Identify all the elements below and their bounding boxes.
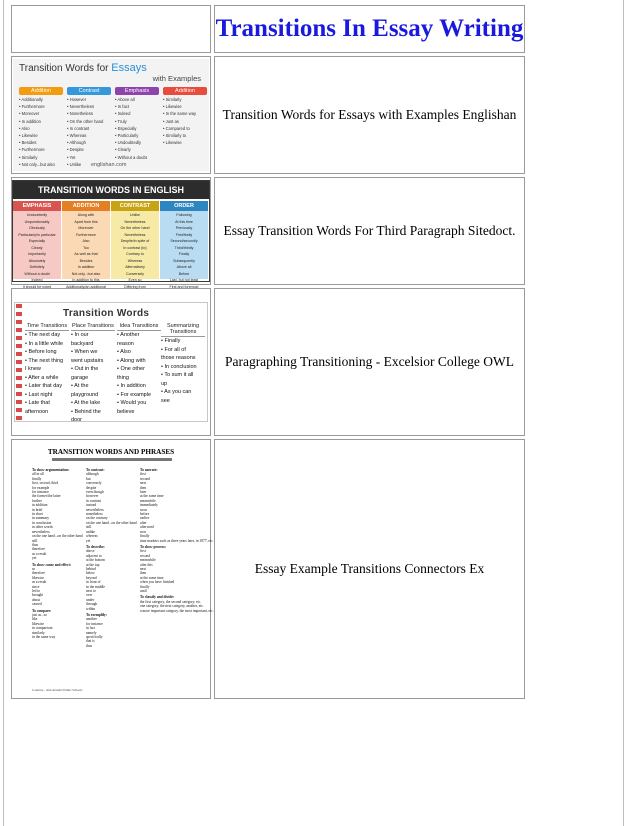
column-item: afternoon — [25, 408, 49, 415]
column-item: • In a little while — [25, 340, 63, 347]
column-item: • Similarly — [19, 154, 38, 160]
column-item: • Before long — [25, 349, 57, 355]
image-column — [67, 87, 111, 167]
column-item: since — [32, 584, 40, 589]
column-item: Apart from this — [74, 219, 98, 224]
column-item: • For example — [117, 391, 152, 398]
column-heading: Time Transitions — [26, 323, 68, 329]
column-item: garage — [71, 374, 89, 381]
column-item: • Furthermore — [19, 147, 45, 153]
column-item: Along with — [77, 213, 95, 217]
column-item: later — [140, 490, 147, 495]
column-heading: CONTRAST — [111, 201, 159, 211]
column-heading: To exemplify: — [86, 613, 107, 617]
column-item: namely — [86, 630, 97, 635]
column-item: • On the other hand — [67, 118, 104, 124]
column-item: next — [140, 481, 147, 486]
column-item: • For all of — [161, 346, 186, 353]
column-item: those reasons — [161, 355, 196, 361]
image-subtitle: with Examples — [152, 74, 201, 83]
column-item: next — [140, 566, 147, 571]
column-item: on the one hand...on the other hand — [86, 520, 137, 525]
column-item: see — [161, 397, 170, 404]
column-item: door — [71, 417, 83, 423]
image-footer: Courtesy - Ann Arundel Public Schools — [32, 688, 83, 692]
image-column — [13, 201, 61, 289]
column-item: • Additionally — [19, 97, 43, 102]
column-item: similarly — [32, 630, 45, 635]
image-caption[interactable]: Essay Transition Words For Third Paragraph Sitedoct. — [214, 177, 525, 285]
column-item: the first category, the second category, etc. — [140, 599, 202, 604]
column-item: First/firstly — [175, 232, 193, 237]
column-item: reason — [117, 340, 134, 347]
column-item: • Nevertheless — [67, 104, 95, 110]
column-item: as a result — [32, 580, 47, 585]
column-item: • At the lake — [71, 400, 101, 406]
column-item: in other words — [32, 525, 53, 530]
column-item: • Another — [117, 332, 140, 338]
column-item: In addition to this — [72, 278, 100, 282]
column-heading: To show cause and effect: — [32, 562, 71, 567]
image-column — [140, 466, 214, 613]
column-heading: To contrast: — [86, 468, 105, 472]
column-heading: Place Transitions — [72, 323, 114, 329]
column-heading: Emphasis — [115, 87, 159, 95]
column-item: all in all — [32, 472, 44, 477]
gallery-row — [11, 56, 525, 174]
column-item: • Although — [67, 140, 86, 146]
column-item: Before — [178, 271, 190, 276]
column-item: • In conclusion — [161, 363, 197, 370]
transition-words-essays-image[interactable] — [13, 59, 209, 171]
image-title: Transition Words — [63, 308, 150, 319]
column-item: Above all — [176, 265, 192, 269]
column-item: At this time — [175, 219, 193, 224]
column-item: specifically — [86, 635, 103, 640]
column-item: • Behind the — [71, 408, 101, 415]
title-bar — [52, 458, 172, 461]
column-item: Besides — [79, 258, 93, 263]
column-item: caused — [32, 602, 42, 607]
column-item: • Compared to — [163, 125, 190, 131]
column-item: Not only...but also — [71, 271, 101, 276]
column-item: Also — [82, 239, 90, 243]
column-heading: Addition — [19, 87, 63, 95]
column-item: led to — [32, 588, 41, 593]
column-item: for instance — [86, 621, 103, 626]
column-item: despite — [86, 485, 97, 490]
image-cell[interactable] — [11, 439, 214, 699]
column-item: before — [140, 512, 150, 517]
column-item: went upstairs — [71, 357, 104, 364]
image-caption[interactable]: Essay Example Transitions Connectors Ex — [214, 439, 525, 699]
image-column — [163, 87, 207, 145]
column-item: in front of — [86, 580, 101, 585]
column-item: nevertheless — [86, 507, 104, 512]
image-column — [32, 466, 86, 639]
column-item: next to — [86, 588, 96, 593]
column-item: then — [140, 571, 147, 576]
column-item: • Similarly — [163, 97, 182, 102]
column-item: believe — [117, 408, 135, 415]
column-item: still — [86, 525, 92, 530]
image-column — [71, 323, 115, 425]
transition-words-chart-image[interactable] — [14, 302, 208, 422]
column-item: • Truly — [115, 118, 127, 124]
column-item: • Furthermore — [19, 104, 45, 110]
column-item: that is — [86, 639, 95, 644]
column-item: • One other — [117, 366, 145, 372]
column-item: first — [140, 549, 146, 554]
column-item: • However — [67, 97, 87, 102]
image-title-prefix: Transition Words for — [19, 63, 109, 74]
column-item: • Also — [19, 125, 30, 131]
column-item: brought — [32, 593, 44, 598]
column-item: • Undoubtedly — [115, 140, 142, 146]
column-item: playground — [71, 391, 99, 398]
column-item: On the other hand — [120, 226, 150, 230]
column-item: • Besides — [19, 140, 37, 146]
column-item: earlier — [140, 516, 150, 521]
column-heading: Summarizing Transitions — [161, 323, 205, 337]
column-item: above — [86, 549, 95, 554]
column-item: finally — [140, 534, 150, 539]
image-column — [19, 87, 63, 167]
column-item: but — [86, 476, 91, 481]
image-title — [19, 62, 147, 74]
column-item: in the middle — [86, 584, 105, 589]
column-item: Nevertheless — [124, 232, 146, 237]
column-item: like — [32, 617, 38, 622]
column-item: • In the same way — [163, 111, 197, 117]
column-item: conversely — [86, 481, 102, 486]
column-heading: To describe: — [86, 544, 105, 549]
column-item: • The next day — [25, 332, 61, 338]
column-item: for example — [32, 485, 50, 490]
column-item: As well as that — [74, 252, 98, 256]
column-item: • Likewise — [19, 133, 38, 139]
column-item: as a result — [32, 551, 47, 556]
column-item: the former/the latter — [32, 494, 61, 499]
column-item: Obviously — [29, 226, 45, 230]
column-item: • Especially — [115, 125, 137, 131]
column-item: yet — [32, 556, 37, 561]
column-item: in addition — [32, 503, 48, 508]
column-item: therefore — [32, 547, 45, 552]
column-item: first — [140, 472, 146, 477]
column-item: time markers such as three years later, in 1877, etc. — [140, 538, 214, 543]
column-item: Undoubtedly — [26, 213, 48, 217]
column-item: Absolutely — [28, 258, 46, 263]
column-item: beyond — [86, 575, 97, 580]
column-item: below — [86, 571, 95, 576]
column-item: Nevertheless — [124, 219, 146, 224]
gallery-row — [11, 439, 525, 699]
column-heading: EMPHASIS — [13, 201, 61, 211]
column-item: on the one hand...on the other hand — [32, 534, 83, 539]
image-column — [115, 87, 159, 160]
column-item: at the top — [86, 562, 100, 567]
gallery-row — [11, 177, 525, 285]
column-item: • When we — [71, 349, 98, 355]
column-item: Clearly — [31, 245, 43, 250]
column-item: adjacent to — [86, 553, 102, 558]
image-caption[interactable]: Transition Words for Essays with Examples Englishan — [214, 56, 525, 174]
column-item: • Likewise — [163, 140, 182, 146]
column-item: thus — [32, 542, 38, 547]
column-item: • Late that — [25, 400, 50, 406]
column-item: through — [86, 602, 98, 607]
column-item: Even so — [128, 278, 142, 282]
column-heading: To compare: — [32, 608, 52, 613]
column-item: • Last night — [25, 391, 53, 398]
column-item: • Finally — [161, 338, 181, 344]
decorative-stripe — [16, 304, 22, 420]
column-item: • Above all — [115, 97, 135, 102]
column-item: Following — [176, 213, 192, 217]
column-item: • As you can — [161, 389, 192, 395]
column-item: yet — [86, 538, 91, 543]
column-item: whereas — [86, 534, 98, 539]
column-heading: To classify and divide: — [140, 595, 175, 600]
column-item: up — [161, 380, 168, 387]
column-item: • Out in the — [71, 366, 99, 372]
column-item: • Clearly — [115, 147, 131, 153]
column-item: • Despite — [67, 147, 84, 153]
column-item: In addition — [77, 265, 95, 269]
column-heading: Idea Transitions — [117, 323, 161, 331]
column-item: on the contrary — [86, 516, 108, 521]
column-item: Alternatively — [125, 265, 145, 269]
title-row — [11, 5, 525, 53]
column-item: • Moreover — [19, 111, 40, 117]
column-item: • Would you — [117, 400, 147, 406]
image-caption[interactable]: Paragraphing Transitioning - Excelsior College OWL — [214, 288, 525, 436]
image-column — [86, 466, 140, 648]
column-item: after this — [140, 562, 153, 567]
column-item: Despite/in spite of — [120, 239, 150, 243]
column-item: still — [32, 538, 38, 543]
column-item: • Also — [117, 349, 131, 355]
column-item: Definitely — [29, 265, 45, 269]
image-title: TRANSITION WORDS IN ENGLISH — [13, 181, 209, 199]
image-column — [117, 323, 161, 416]
image-column — [111, 201, 159, 289]
column-item: therefore — [32, 571, 45, 576]
gallery-table — [8, 2, 528, 702]
column-item: under — [86, 597, 95, 602]
column-item: at the same time — [140, 575, 164, 580]
column-item: • At the — [71, 383, 89, 389]
column-item: a more important category, the most important, etc. — [140, 608, 214, 613]
column-item: • In our — [71, 332, 89, 338]
column-item: • Yet — [67, 154, 76, 160]
column-item: Additionally/an additional — [66, 284, 106, 289]
column-item: one category, the next category, another, etc. — [140, 604, 204, 609]
column-item: • Particularly — [115, 133, 139, 139]
column-item: nevertheless — [32, 529, 50, 534]
image-column — [161, 323, 205, 405]
column-item: in short — [32, 512, 43, 517]
column-item: backyard — [71, 340, 94, 347]
column-item: • The next thing — [25, 357, 64, 364]
column-item: in fact — [86, 626, 96, 631]
column-item: first, second, third — [32, 481, 59, 486]
column-item: • Similarly to — [163, 133, 187, 139]
column-item: • Nonetheless — [67, 111, 93, 117]
column-item: unlike — [86, 529, 95, 534]
column-item: It should be noted — [22, 284, 52, 289]
column-heading: Addition — [163, 87, 207, 95]
column-item: Indeed — [31, 278, 43, 282]
column-item: second — [140, 476, 150, 481]
column-item: • Indeed — [115, 111, 131, 117]
column-item: I knew — [25, 366, 41, 372]
column-item: thing — [117, 374, 129, 381]
column-item: Importantly — [28, 252, 46, 256]
column-heading: ORDER — [160, 201, 208, 211]
column-item: Subsequently — [173, 258, 195, 263]
column-item: within — [86, 606, 96, 611]
column-item: in comparison — [32, 626, 53, 631]
column-item: Unquestionably — [24, 219, 50, 224]
column-item: • Unlike — [67, 161, 82, 167]
column-item: Differing from — [124, 284, 146, 289]
column-item: Last, but not least — [169, 278, 199, 282]
gallery-row — [11, 288, 525, 436]
column-item: after — [140, 520, 147, 525]
page-title: Transitions In Essay Writing — [214, 5, 525, 53]
column-item: likewise — [32, 575, 44, 580]
image-column — [25, 323, 69, 416]
column-item: in contrast — [86, 498, 102, 503]
column-item: even though — [86, 490, 104, 495]
column-heading: ADDITION — [62, 201, 110, 211]
column-item: now — [140, 529, 147, 534]
column-item: • Not only...but also — [19, 161, 55, 167]
column-item: • Just as — [163, 118, 179, 124]
column-item: about — [32, 597, 40, 602]
column-item: Whereas — [127, 258, 143, 263]
image-title-accent: Essays — [111, 62, 147, 74]
column-item: Without a doubt — [24, 271, 50, 276]
column-item: meanwhile — [140, 558, 156, 563]
column-item: in the same way — [32, 635, 56, 640]
column-item: however — [86, 494, 99, 499]
column-item: Previously — [175, 226, 193, 230]
column-item: in summary — [32, 516, 50, 521]
column-item: Conversely — [126, 271, 144, 276]
column-item: • Whereas — [67, 133, 87, 139]
column-item: Contrary to — [126, 252, 144, 256]
column-item: soon — [140, 507, 147, 512]
column-item: another — [86, 617, 97, 622]
column-item: • Later that day — [25, 383, 63, 389]
transition-words-phrases-image[interactable] — [24, 442, 214, 696]
column-item: • After a while — [25, 374, 59, 381]
transition-words-english-image[interactable] — [12, 180, 210, 289]
column-item: thus — [86, 643, 92, 648]
image-cell[interactable] — [11, 177, 211, 289]
column-item: instead — [86, 503, 97, 508]
column-item: • In contrast — [67, 125, 90, 131]
column-item: likewise — [32, 621, 44, 626]
column-item: until — [140, 588, 147, 593]
column-item: finally — [32, 476, 42, 481]
title-empty-cell — [11, 5, 211, 53]
column-item: Finally — [178, 252, 190, 256]
column-item: in brief — [32, 507, 43, 512]
column-heading: To show argumentation: — [32, 468, 70, 472]
column-item: nonetheless — [86, 512, 103, 517]
column-item: over — [86, 593, 93, 598]
column-item: although — [86, 472, 99, 477]
column-item: First and foremost — [169, 284, 199, 289]
column-item: • Without a doubt — [115, 154, 147, 160]
column-item: • In addition — [19, 118, 41, 124]
column-item: second — [140, 553, 150, 558]
image-column — [62, 201, 110, 289]
column-item: behind — [86, 566, 96, 571]
column-item: afterward — [140, 525, 154, 530]
column-item: • Likewise — [163, 104, 182, 110]
column-item: Third/thirdly — [174, 245, 194, 250]
column-item: at the bottom — [86, 558, 105, 563]
column-heading: To show process: — [140, 544, 166, 549]
column-item: when you have finished — [140, 580, 175, 585]
image-cell[interactable] — [11, 288, 211, 436]
column-item: Second/secondly — [170, 239, 198, 243]
column-item: Moreover — [78, 226, 94, 230]
column-item: Too — [83, 245, 89, 250]
column-heading: To narrate: — [140, 468, 158, 472]
image-footer: englishan.com — [91, 162, 127, 168]
image-column — [160, 201, 208, 289]
column-item: Furthermore — [76, 232, 96, 237]
column-item: Particularly/in particular — [18, 232, 56, 237]
column-item: Unlike — [130, 213, 140, 217]
image-title: TRANSITION WORDS AND PHRASES — [47, 448, 175, 456]
column-item: at the same time — [140, 494, 164, 499]
column-item: • In fact — [115, 104, 130, 110]
column-item: in conclusion — [32, 520, 52, 525]
column-item: • To sum it all — [161, 372, 194, 378]
column-heading: Contrast — [67, 87, 111, 95]
column-item: meanwhile — [140, 498, 156, 503]
column-item: • In addition — [117, 383, 146, 389]
column-item: so — [32, 566, 36, 571]
column-item: In contrast (to) — [123, 245, 147, 250]
column-item: further — [32, 498, 42, 503]
column-item: immediately — [140, 503, 158, 508]
column-item: for instance — [32, 490, 49, 495]
column-item: just as...so — [32, 613, 47, 617]
column-item: • Along with — [117, 357, 146, 364]
column-item: then — [140, 485, 147, 490]
column-item: Especially — [28, 239, 46, 243]
column-item: finally — [140, 584, 150, 589]
image-cell[interactable] — [11, 56, 211, 174]
